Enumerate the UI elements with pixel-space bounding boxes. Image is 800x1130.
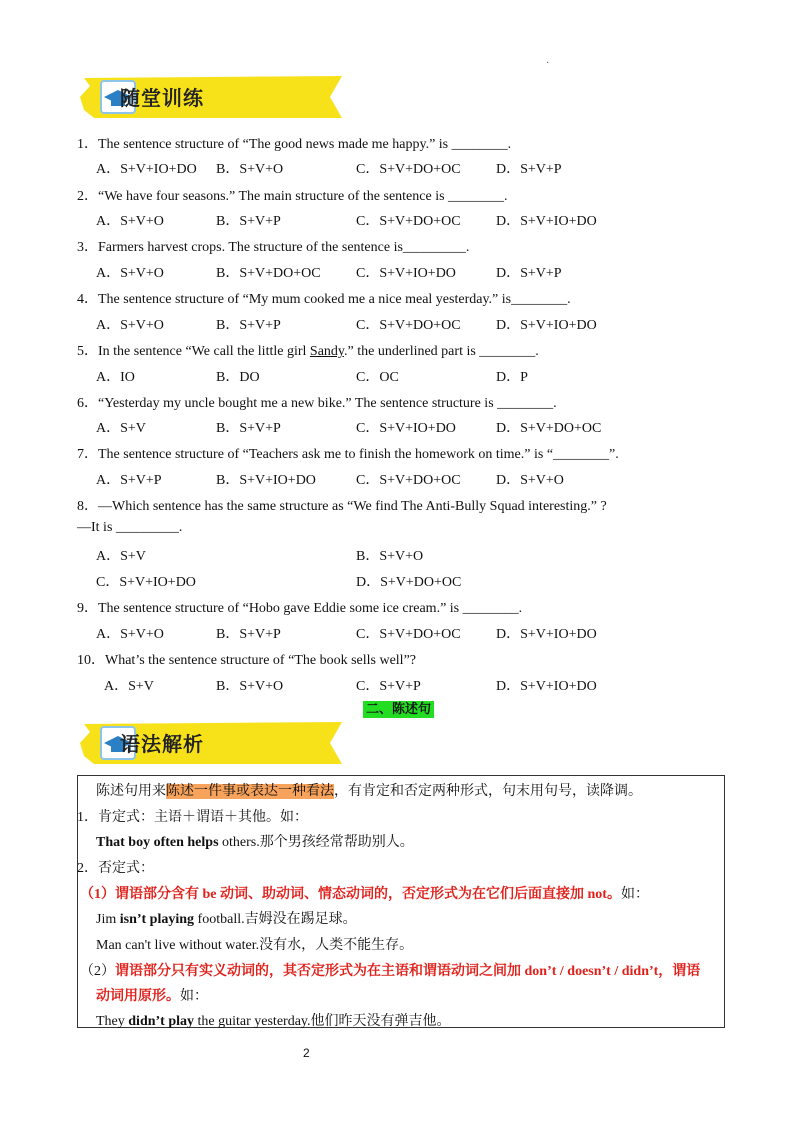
question-stem: 8．—Which sentence has the same structure as “We find The Anti-Bully Squad interesting.” ?	[77, 499, 607, 514]
option: B．S+V+O	[216, 679, 284, 694]
intro-text: 陈述句用来	[96, 784, 166, 799]
option: B．S+V+P	[216, 421, 281, 436]
option: C．S+V+DO+OC	[356, 473, 461, 488]
question-stem: 2．“We have four seasons.” The main structure of the sentence is ________.	[77, 189, 508, 204]
example-negative-1	[96, 908, 357, 928]
option: C．S+V+DO+OC	[356, 627, 461, 642]
question-stem: 7．The sentence structure of “Teachers ask me to finish the homework on time.” is “________”.	[77, 447, 619, 462]
option: A．S+V+P	[96, 473, 162, 488]
option: A．IO	[96, 370, 135, 385]
negative-rule-1	[80, 883, 649, 903]
question-stem: 1．The sentence structure of “The good news made me happy.” is ________.	[77, 137, 512, 152]
example-negative-2: Man can't live without water.没有水，人类不能生存。	[96, 938, 414, 953]
option: D．S+V+DO+OC	[356, 575, 462, 590]
example-text: football.吉姆没在踢足球。	[194, 912, 357, 927]
option: A．S+V+O	[96, 627, 164, 642]
question-stem: 3．Farmers harvest crops. The structure of the sentence is_________.	[77, 240, 470, 255]
example-text: the guitar yesterday.他们昨天没有弹吉他。	[194, 1014, 451, 1029]
option: D．S+V+O	[496, 473, 564, 488]
option: C．S+V+IO+DO	[356, 421, 456, 436]
green-heading-text: 二、陈述句	[363, 701, 434, 718]
option: D．S+V+P	[496, 162, 562, 177]
example-text: They	[96, 1014, 129, 1029]
section-banner-practice	[80, 76, 342, 118]
intro-text: ，有肯定和否定两种形式，句末用句号，读降调。	[334, 784, 642, 799]
option: B．S+V+O	[216, 162, 284, 177]
option: A．S+V+IO+DO	[96, 162, 197, 177]
question-stem: 10．What’s the sentence structure of “The book sells well”?	[77, 653, 416, 668]
rule-red-text: 谓语部分只有实义动词的，其否定形式为在主语和谓语动词之间加 don’t / doesn’t / didn’t，谓语	[115, 964, 701, 979]
affirmative-rule: 1．肯定式：主语＋谓语＋其他。如：	[77, 810, 308, 825]
page-number: 2	[303, 1046, 310, 1060]
rule-tail: 如：	[180, 989, 208, 1004]
rule-red-text: （1）谓语部分含有 be 动词、助动词、情态动词的，否定形式为在它们后面直接加 not。	[80, 887, 621, 902]
option: C．S+V+IO+DO	[96, 575, 196, 590]
option: D．S+V+IO+DO	[496, 318, 597, 333]
option: A．S+V+O	[96, 214, 164, 229]
negative-rule-2	[80, 960, 700, 980]
option: B．S+V+DO+OC	[216, 266, 321, 281]
example-negative-3	[96, 1010, 451, 1030]
option: D．S+V+IO+DO	[496, 679, 597, 694]
header-mark: ·	[546, 58, 550, 69]
option: C．S+V+DO+OC	[356, 214, 461, 229]
example-bold: didn’t play	[128, 1014, 195, 1029]
option: C．S+V+P	[356, 679, 421, 694]
question-stem: 9．The sentence structure of “Hobo gave Eddie some ice cream.” is ________.	[77, 601, 523, 616]
intro-highlight: 陈述一件事或表达一种看法	[166, 784, 334, 799]
stem-text: 5．In the sentence “We call the little girl	[77, 344, 310, 359]
option: A．S+V+O	[96, 266, 164, 281]
option: B．DO	[216, 370, 260, 385]
question-stem: 4．The sentence structure of “My mum cooked me a nice meal yesterday.” is________.	[77, 292, 571, 307]
option: B．S+V+P	[216, 318, 281, 333]
option: A．S+V+O	[96, 318, 164, 333]
option: A．S+V	[96, 549, 146, 564]
question-stem	[77, 340, 539, 360]
option: D．S+V+IO+DO	[496, 214, 597, 229]
option: A．S+V	[96, 421, 146, 436]
rule-tail: 如：	[620, 887, 649, 902]
option: B．S+V+P	[216, 627, 281, 642]
option: C．OC	[356, 370, 399, 385]
option: B．S+V+P	[216, 214, 281, 229]
question-stem-line2: —It is _________.	[77, 520, 183, 535]
example-text: others.那个男孩经常帮助别人。	[218, 835, 414, 850]
negative-rule-2-cont	[96, 985, 208, 1005]
section-banner-grammar	[80, 722, 342, 764]
option: A．S+V	[104, 679, 154, 694]
question-stem: 6．“Yesterday my uncle bought me a new bike.” The sentence structure is ________.	[77, 396, 557, 411]
option: D．P	[496, 370, 528, 385]
stem-text: .” the underlined part is ________.	[344, 344, 539, 359]
section-title: 随堂训练	[120, 86, 204, 110]
option: C．S+V+DO+OC	[356, 162, 461, 177]
option: D．S+V+P	[496, 266, 562, 281]
section-title: 语法解析	[120, 732, 204, 756]
example-bold: That boy often helps	[96, 835, 219, 850]
option: B．S+V+O	[356, 549, 424, 564]
rule-number: （2）	[80, 964, 115, 979]
option: B．S+V+IO+DO	[216, 473, 316, 488]
example-affirmative	[96, 831, 414, 851]
option: C．S+V+IO+DO	[356, 266, 456, 281]
example-text: Jim	[96, 912, 120, 927]
rule-red-text: 动词用原形。	[96, 989, 180, 1004]
negative-heading: 2．否定式：	[77, 861, 154, 876]
subsection-heading	[363, 698, 434, 718]
option: D．S+V+DO+OC	[496, 421, 602, 436]
underlined-word: Sandy	[309, 344, 344, 359]
option: D．S+V+IO+DO	[496, 627, 597, 642]
example-bold: isn’t playing	[119, 912, 195, 927]
grammar-intro	[96, 780, 642, 800]
option: C．S+V+DO+OC	[356, 318, 461, 333]
